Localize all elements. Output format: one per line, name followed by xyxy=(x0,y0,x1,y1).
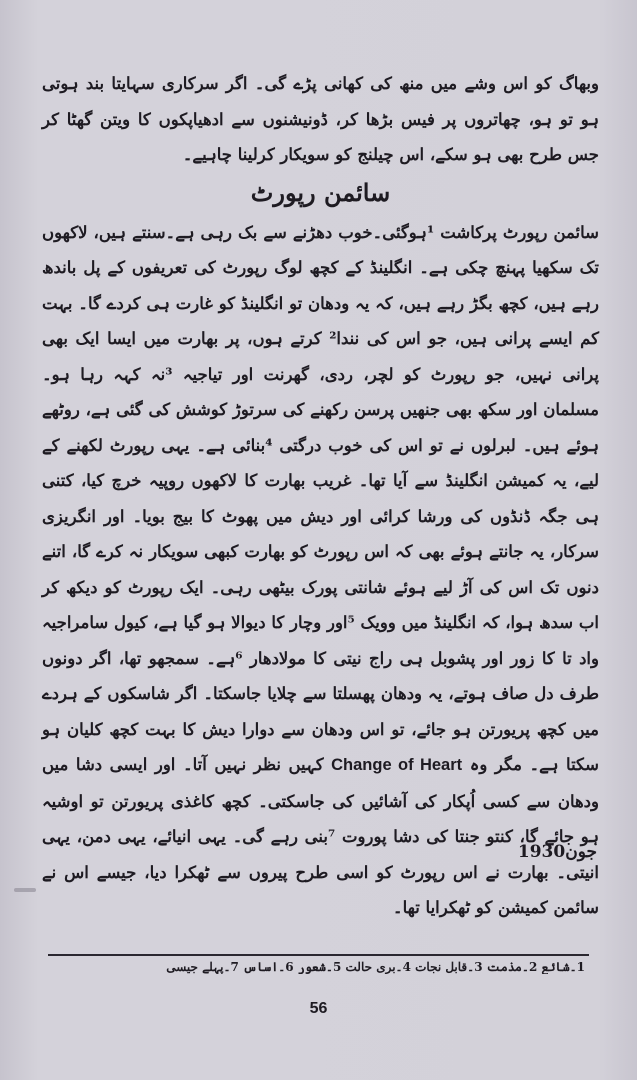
date-line: جون1930 xyxy=(517,842,597,862)
english-phrase: Change of Heart xyxy=(331,756,463,774)
page-body xyxy=(42,66,599,926)
paragraph-text-part2: کہیں نظر نہیں آتا۔ اور ایسی دشا میں ودھان سے کسی اُپکار کی آشائیں کی جاسکتی۔ کچھ کاغذی پریورتن تو اوشیہ ہو جائے گا، کنتو جنتا کی دشا پوروت ⁷بنی رہے گی۔ یہی انیائے، یہی دمن، یہی انیتی۔ بھارت نے اس رپورٹ کو اسی طرح پیروں سے ٹھکرا دیا، جیسے اس نے سائمن کمیشن کو ٹھکرایا تھا۔ xyxy=(42,755,599,917)
scan-edge-mark xyxy=(14,888,36,892)
footnotes: 1۔شائع 2۔مذمت 3۔قابل نجات 4۔بری حالت 5۔شعور 6۔اساس 7۔پہلے جیسی xyxy=(166,960,585,974)
section-paragraph xyxy=(42,215,599,926)
section-title: سائمن رپورٹ xyxy=(250,177,391,207)
paragraph-text-part1: سائمن رپورٹ پرکاشت ¹ہوگئی۔خوب دھڑنے سے بک رہی ہے۔سنتے ہیں، لاکھوں تک سکھیا پہنچ چکی ہے۔ انگلینڈ کے کچھ لوگ رپورٹ کی تعریفوں کے پل باندھ رہے ہیں، کچھ بگڑ رہے ہیں، کہ یہ ودھان تو انگلینڈ کو غارت ہی کردے گا۔ بہت کم ایسے پرانی ہیں، جو اس کی نندا² کرتے ہوں، پر بھارت میں ایسا ایک بھی پرانی نہیں، جو رپورٹ کو لچر، ردی، گھرنت اور تیاجیہ ³نہ کہہ رہا ہو۔ مسلمان اور سکھ بھی جنھیں پرسن رکھنے کی سرتوڑ کوشش کی گئی ہے، روٹھے ہوئے ہیں۔ لبرلوں نے تو اس کی خوب درگتی ⁴بنائی ہے۔ یہی رپورٹ لکھنے کے لیے، یہ کمیشن انگلینڈ سے آیا تھا۔ غریب بھارت کا لاکھوں روپیہ خرچ کیا، کتنی ہی جگہ ڈنڈوں کی ورشا کرائی اور دیش میں پھوٹ کا بیج بویا۔ اور انگریزی سرکار، یہ جانتے ہوئے بھی کہ اس رپورٹ کو بھارت کبھی سویکار نہ کرے گا، اتنے دنوں تک اس کی آڑ لیے ہوئے شانتی پورک بیٹھی رہی۔ ایک رپورٹ کو دیکھ کر اب سدھ ہوا، کہ انگلینڈ میں وویک ⁵اور وچار کا دیوالا ہو گیا ہے، کیول سامراجیہ واد تا کا زور اور پشوبل ہی راج نیتی کا مولادھار ⁶ہے۔ سمجھو تھا، اگر دونوں طرف دل صاف ہوتے، یہ ودھان پھسلتا سے چلایا جاسکتا۔ اگر شاسکوں کے ہردے میں کچھ پریورتن ہو جائے، تو اس ودھان سے دوارا دیش کا بہت کچھ کلیان ہو سکتا ہے۔ مگر وہ xyxy=(42,222,600,774)
footnote-divider xyxy=(48,954,589,956)
page-number: 56 xyxy=(309,1000,328,1017)
intro-paragraph: وبھاگ کو اس وشے میں منھ کی کھانی پڑے گی۔ اگر سرکاری سہایتا بند ہوتی ہو تو ہو، چھاتروں پر فیس بڑھا کر، ڈونیشنوں سے ادھیاپکوں کا ویتن گھٹا کر جس طرح بھی ہو سکے، اس چیلنج کو سویکار کرلینا چاہیے۔ xyxy=(42,74,599,164)
